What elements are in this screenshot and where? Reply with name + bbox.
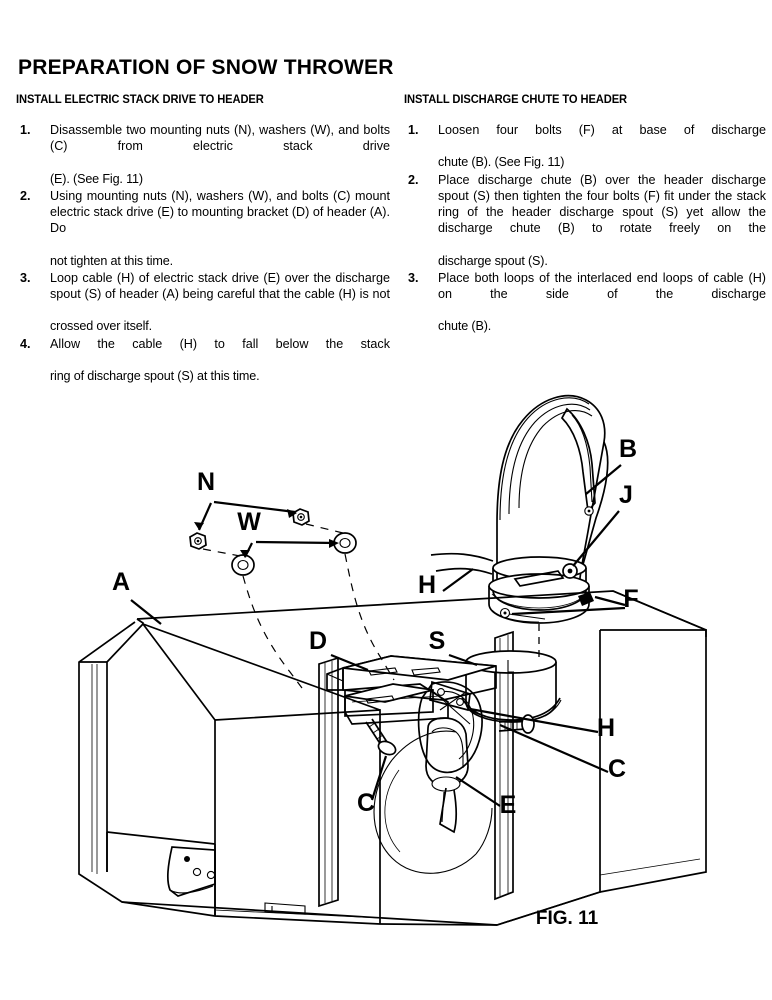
right-step-list [404,122,766,335]
step-number: 2. [20,188,31,203]
step-number: 3. [408,270,419,285]
nut-icon [293,509,309,525]
step-text-last-line: (E). (See Fig. 11) [50,171,143,186]
mounting-bracket-d [327,656,496,716]
exploded-assembly-drawing [0,372,772,1000]
step-text: Loosen four bolts (F) at base of discharge [438,123,766,137]
callout-label-b: B [618,435,638,463]
callout-label-j: J [619,481,633,509]
list-item [404,172,766,269]
left-step-list [16,122,390,384]
callout-label-s: S [428,627,446,655]
callout-label-n: N [196,468,216,496]
callout-label-e: E [499,791,517,819]
step-text: Place discharge chute (B) over the header discharge spout (S) then tighten the four bolts (F) fit under the stack ring of the header discharge spout (S) yet allow the discharge chute (B) to rotate freely on the [438,172,766,236]
list-item [404,270,766,335]
left-instruction-column [16,94,390,385]
step-text-last-line: discharge spout (S). [438,253,548,268]
step-number: 2. [408,172,419,187]
left-section-heading: INSTALL ELECTRIC STACK DRIVE TO HEADER [16,94,264,106]
washer-icon [232,555,254,575]
step-number: 1. [408,123,419,137]
discharge-chute-assembly [489,396,608,623]
step-text-last-line: not tighten at this time. [50,253,173,268]
callout-label-w: W [237,508,261,536]
step-text: Disassemble two mounting nuts (N), washers (W), and bolts (C) from electric stack drive [50,123,390,154]
callout-labels [112,435,639,819]
figure-11-illustration [0,372,772,1000]
list-item [16,122,390,187]
cable-h-upper [431,554,493,574]
right-section-heading: INSTALL DISCHARGE CHUTE TO HEADER [404,94,628,106]
step-text-last-line: ring of discharge spout (S) at this time. [50,369,260,384]
step-number: 3. [20,270,31,285]
step-text-last-line: chute (B). (See Fig. 11) [438,155,565,170]
list-item [404,122,766,171]
step-number: 4. [20,336,31,351]
callout-leader-lines [131,465,625,806]
callout-label-c-left: C [356,789,376,817]
discharge-spout-s [462,651,561,722]
step-text: Allow the cable (H) to fall below the stack [50,336,390,351]
callout-label-f: F [623,585,639,613]
step-number: 1. [20,123,31,137]
step-text-last-line: crossed over itself. [50,319,152,334]
step-text: Place both loops of the interlaced end loops of cable (H) on the side of the discharge [438,270,766,302]
callout-label-h-lower: H [596,714,616,742]
page-title: PREPARATION OF SNOW THROWER [18,56,394,79]
callout-label-d: D [308,627,328,655]
figure-caption: FIG. 11 [535,908,599,929]
callout-label-a: A [111,568,131,596]
instruction-text-area [0,0,772,384]
step-text: Loop cable (H) of electric stack drive (E) over the discharge spout (S) of header (A) being careful that the cable (H) is not [50,270,390,302]
bolt-c-left [366,719,398,757]
nut-icon [190,533,206,549]
list-item [16,188,390,269]
right-instruction-column [404,94,766,336]
callout-label-c-right: C [607,755,627,783]
step-text-last-line: chute (B). [438,319,492,334]
step-text: Using mounting nuts (N), washers (W), and bolts (C) mount electric stack drive (E) to mounting bracket (D) of header (A). Do [50,188,390,236]
callout-label-h-upper: H [417,571,437,599]
list-item [16,270,390,335]
